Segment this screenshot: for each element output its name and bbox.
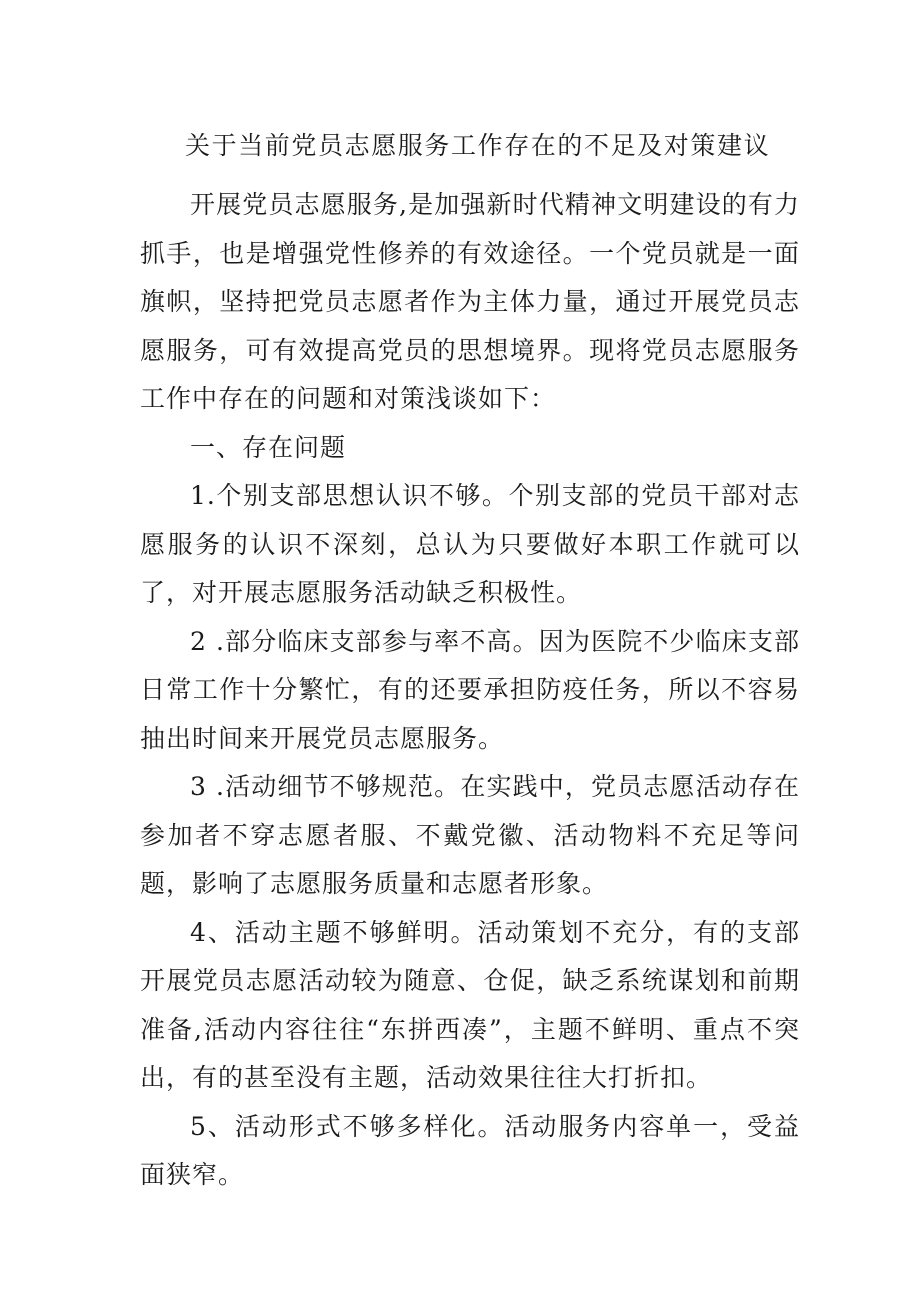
paragraph-problem-1: 1.个别支部思想认识不够。个别支部的党员干部对志愿服务的认识不深刻，总认为只要做好本职工作就可以了，对开展志愿服务活动缺乏积极性。 [140,481,800,607]
paragraph-problem-2: 2 .部分临床支部参与率不高。因为医院不少临床支部日常工作十分繁忙，有的还要承担防疫任务，所以不容易抽出时间来开展党员志愿服务。 [140,626,800,753]
document-title: 关于当前党员志愿服务工作存在的不足及对策建议 [185,131,771,160]
paragraph-intro: 开展党员志愿服务,是加强新时代精神文明建设的有力抓手，也是增强党性修养的有效途径。一个党员就是一面旗帜，坚持把党员志愿者作为主体力量，通过开展党员志愿服务，可有效提高党员的思想境界。现将党员志愿服务工作中存在的问题和对策浅谈如下： [140,190,800,413]
paragraph-problem-5: 5、活动形式不够多样化。活动服务内容单一，受益面狭窄。 [140,1111,800,1189]
section-heading-problems: 一、存在问题 [190,432,347,462]
document-body [140,181,800,1200]
paragraph-problem-3: 3 .活动细节不够规范。在实践中，党员志愿活动存在参加者不穿志愿者服、不戴党徽、活动物料不充足等问题，影响了志愿服务质量和志愿者形象。 [140,772,800,898]
paragraph-problem-4: 4、活动主题不够鲜明。活动策划不充分，有的支部开展党员志愿活动较为随意、仓促，缺乏系统谋划和前期准备,活动内容往往“东拼西凑”，主题不鲜明、重点不突出，有的甚至没有主题，活动效果往往大打折扣。 [140,917,800,1092]
